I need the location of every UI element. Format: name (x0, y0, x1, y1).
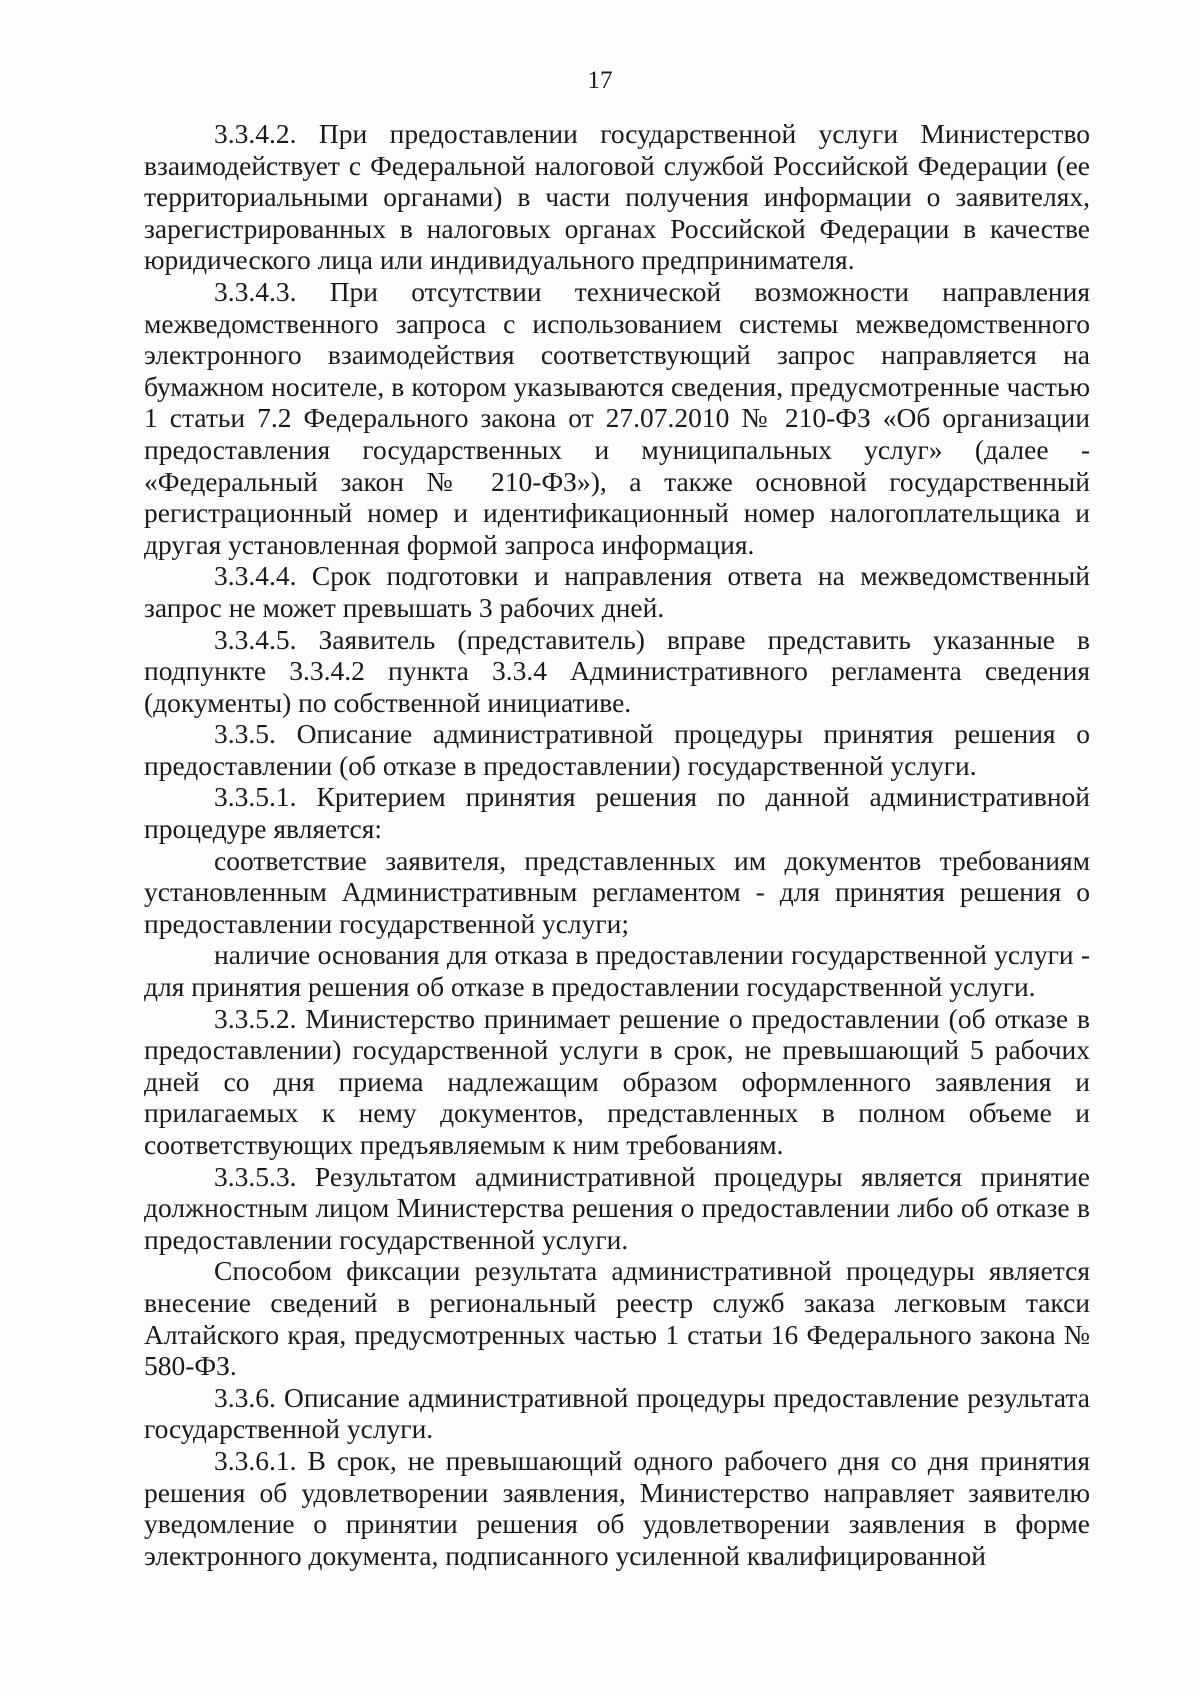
paragraph-3-3-5-1: 3.3.5.1. Критерием принятия решения по данной административной процедуре является: (144, 781, 1090, 845)
paragraph-fixation-method: Способом фиксации результата административной процедуры является внесение сведений в региональный реестр служб заказа легковым такси Алтайского края, предусмотренных частью 1 статьи 16 Федерального закона № 580-ФЗ. (144, 1255, 1090, 1382)
document-body (144, 118, 1090, 1571)
paragraph-criterion-refusal: наличие основания для отказа в предоставлении государственной услуги - для принятия решения об отказе в предоставлении государственной услуги. (144, 939, 1090, 1003)
paragraph-3-3-5: 3.3.5. Описание административной процедуры принятия решения о предоставлении (об отказе в предоставлении) государственной услуги. (144, 718, 1090, 781)
paragraph-3-3-4-4: 3.3.4.4. Срок подготовки и направления ответа на межведомственный запрос не может превышать 3 рабочих дней. (144, 560, 1090, 623)
paragraph-3-3-4-3: 3.3.4.3. При отсутствии технической возможности направления межведомственного запроса с использованием системы межведомственного электронного взаимодействия соответствующий запрос направляется на бумажном носителе, в котором указываются сведения, предусмотренные частью 1 статьи 7.2 Федерального закона от 27.07.2010 № 210-ФЗ «Об организации предоставления государственных и муниципальных услуг» (далее - «Федеральный закон № 210-ФЗ»), а также основной государственный регистрационный номер и идентификационный номер налогоплательщика и другая установленная формой запроса информация. (144, 275, 1090, 560)
paragraph-3-3-4-2: 3.3.4.2. При предоставлении государственной услуги Министерство взаимодействует с Федеральной налоговой службой Российской Федерации (ее территориальными органами) в части получения информации о заявителях, зарегистрированных в налоговых органах Российской Федерации в качестве юридического лица или индивидуального предпринимателя. (144, 118, 1090, 276)
paragraph-3-3-6-1: 3.3.6.1. В срок, не превышающий одного рабочего дня со дня принятия решения об удовлетворении заявления, Министерство направляет заявителю уведомление о принятии решения об удовлетворении заявления в форме электронного документа, подписанного усиленной квалифицированной (144, 1444, 1090, 1571)
paragraph-3-3-5-2: 3.3.5.2. Министерство принимает решение о предоставлении (об отказе в предоставлении) государственной услуги в срок, не превышающий 5 рабочих дней со дня приема надлежащим образом оформленного заявления и прилагаемых к нему документов, представленных в полном объеме и соответствующих предъявляемым к ним требованиям. (144, 1002, 1090, 1160)
paragraph-criterion-compliance: соответствие заявителя, представленных им документов требованиям установленным Административным регламентом - для принятия решения о предоставлении государственной услуги; (144, 844, 1090, 939)
page-number: 17 (587, 67, 613, 94)
paragraph-3-3-6: 3.3.6. Описание административной процедуры предоставление результата государственной услуги. (144, 1381, 1090, 1445)
paragraph-3-3-4-5: 3.3.4.5. Заявитель (представитель) вправе представить указанные в подпункте 3.3.4.2 пункта 3.3.4 Административного регламента сведения (документы) по собственной инициативе. (144, 623, 1090, 718)
paragraph-3-3-5-3: 3.3.5.3. Результатом административной процедуры является принятие должностным лицом Министерства решения о предоставлении либо об отказе в предоставлении государственной услуги. (144, 1160, 1090, 1255)
